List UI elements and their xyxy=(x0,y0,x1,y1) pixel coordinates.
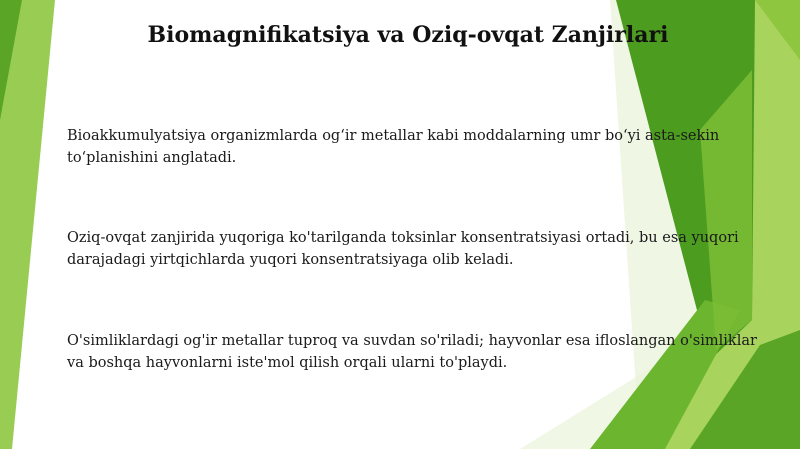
slide-title: Biomagnifikatsiya va Oziq-ovqat Zanjirlari xyxy=(147,22,669,48)
paragraph-food-chain: Oziq-ovqat zanjirida yuqoriga ko'tarilganda toksinlar konsentratsiyasi ortadi, bu esa yuqori darajadagi yirtqichlarda yuqori konsentratsiyaga olib keladi. xyxy=(67,230,739,268)
paragraph-bioaccumulation: Bioakkumulyatsiya organizmlarda og‘ir metallar kabi moddalarning umr bo‘yi asta-sekin to‘planishini anglatadi. xyxy=(67,128,720,166)
paragraph-heavy-metals: O'simliklardagi og'ir metallar tuproq va suvdan so'riladi; hayvonlar esa ifloslangan o'simliklar va boshqa hayvonlarni iste'mol qilish orqali ularni to'playdi. xyxy=(67,333,757,371)
